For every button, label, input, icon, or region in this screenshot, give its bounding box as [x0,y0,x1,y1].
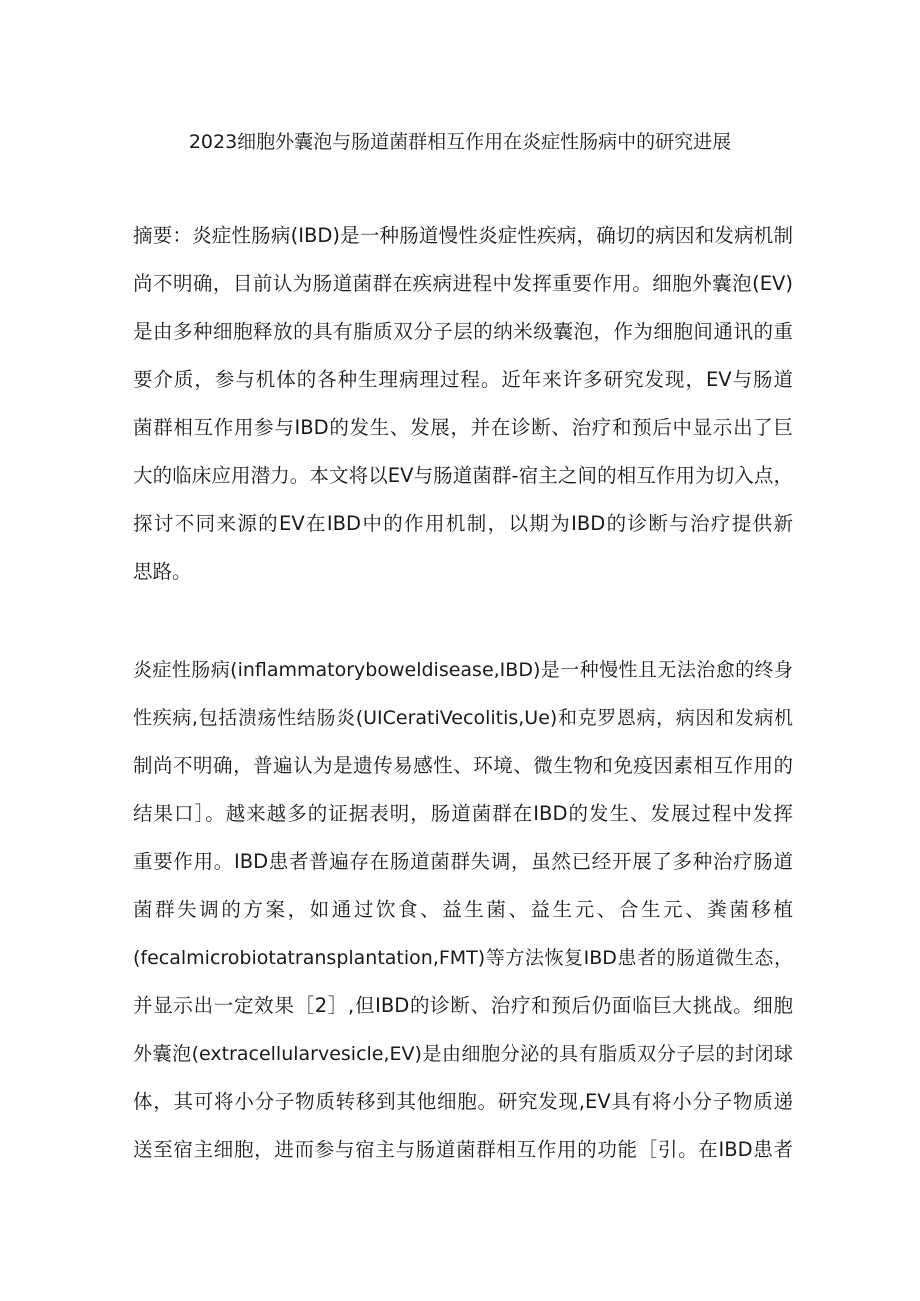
body-line: 结果口］。越来越多的证据表明，肠道菌群在IBD的发生、发展过程中发挥 [133,802,793,825]
document-title: 2023细胞外囊泡与肠道菌群相互作用在炎症性肠病中的研究进展 [188,131,732,153]
body-line: 外囊泡(extracellularvesicle,EV)是由细胞分泌的具有脂质双分子层的封闭球 [133,1043,793,1065]
body-line: 制尚不明确，普遍认为是遗传易感性、环境、微生物和免疫因素相互作用的 [133,754,793,777]
abstract-line: 思路。 [133,560,192,583]
body-paragraph [133,646,793,1174]
abstract-line: 探讨不同来源的EV在IBD中的作用机制，以期为IBD的诊断与治疗提供新 [133,512,793,535]
abstract-line: 大的临床应用潜力。本文将以EV与肠道菌群-宿主之间的相互作用为切入点， [133,464,793,487]
body-line: (fecalmicrobiotatransplantation,FMT)等方法恢复IBD患者的肠道微生态， [133,947,793,969]
body-line: 并显示出一定效果［2］,但IBD的诊断、治疗和预后仍面临巨大挑战。细胞 [133,994,793,1017]
body-line: 重要作用。IBD患者普遍存在肠道菌群失调，虽然已经开展了多种治疗肠道 [133,850,793,873]
body-line: 性疾病,包括溃疡性结肠炎(UICeratiVecolitis,Ue)和克罗恩病，病因和发病机 [133,707,793,729]
body-line: 炎症性肠病(inflammatoryboweldisease,IBD)是一种慢性且无法治愈的终身 [133,659,793,681]
body-line: 送至宿主细胞，进而参与宿主与肠道菌群相互作用的功能［引。在IBD患者 [133,1138,793,1161]
abstract-line: 菌群相互作用参与IBD的发生、发展，并在诊断、治疗和预后中显示出了巨 [133,416,793,439]
abstract-line: 尚不明确，目前认为肠道菌群在疾病进程中发挥重要作用。细胞外囊泡(EV) [133,272,793,295]
abstract-line: 摘要：炎症性肠病(IBD)是一种肠道慢性炎症性疾病，确切的病因和发病机制 [133,224,793,247]
body-line: 菌群失调的方案，如通过饮食、益生菌、益生元、合生元、粪菌移植 [133,898,793,921]
abstract-line: 要介质，参与机体的各种生理病理过程。近年来许多研究发现，EV与肠道 [133,368,793,391]
abstract-line: 是由多种细胞释放的具有脂质双分子层的纳米级囊泡，作为细胞间通讯的重 [133,320,793,343]
body-line: 体，其可将小分子物质转移到其他细胞。研究发现,EV具有将小分子物质递 [133,1090,793,1113]
abstract-paragraph [133,212,793,596]
